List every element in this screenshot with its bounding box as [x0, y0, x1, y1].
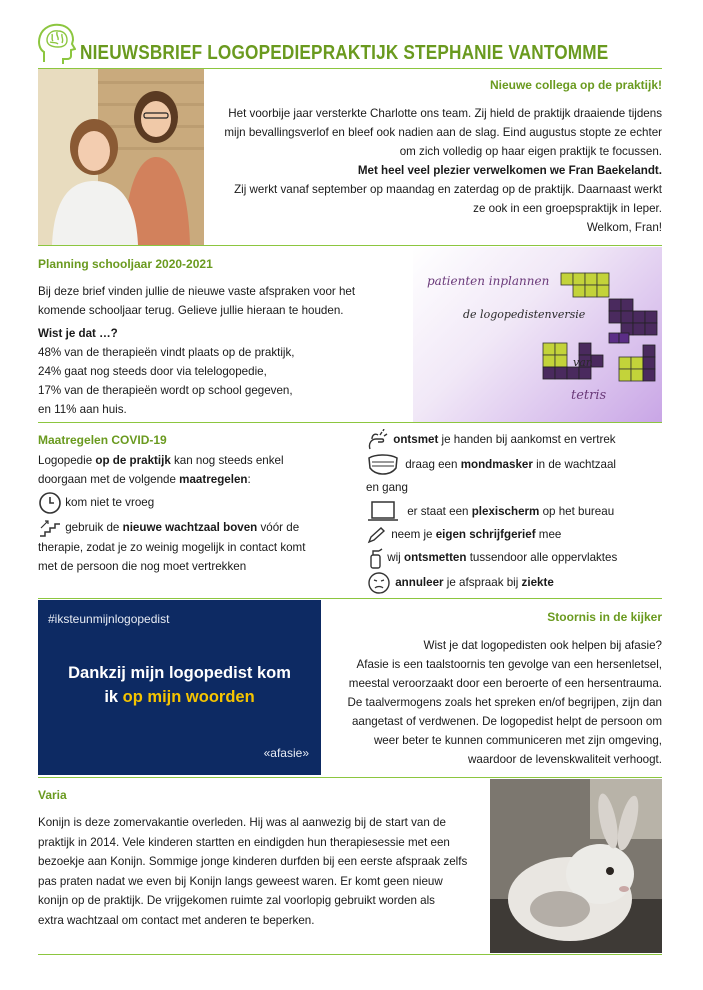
disorder-line: meestal veroorzaakt door een beroerte of een hersentrauma. [348, 677, 662, 690]
varia-line: praktijk in 2014. Vele kinderen startten en eindigden hun therapiesessie met een [38, 835, 450, 849]
campaign-line-1: Dankzij mijn logopedist kom [68, 664, 291, 682]
varia-line: Konijn is deze zomervakantie overleden. Hij was al aanwezig bij de start van de [38, 816, 446, 829]
divider [38, 422, 662, 423]
colleague-line: Welkom, Fran! [586, 221, 662, 234]
mask-icon [366, 452, 400, 478]
divider [38, 245, 662, 246]
disorder-line: waardoor de levenskwaliteit verhoogt. [468, 753, 662, 766]
planning-intro-line: komende schooljaar terug. Gelieve jullie hieraan te houden. [38, 304, 344, 317]
tetris-text-1: patienten inplannen [427, 274, 550, 288]
pencil-icon [366, 526, 388, 544]
measure-disinfect: wij ontsmetten tussendoor alle oppervlaktes [366, 545, 666, 571]
measure-mask-cont: en gang [366, 481, 408, 495]
divider [38, 954, 662, 955]
divider [38, 598, 662, 599]
disorder-line: De taalvermogens zoals het spreken en/of begrijpen, zijn dan [347, 696, 662, 709]
clock-icon [38, 491, 62, 515]
tetris-text-2: de logopedistenversie [463, 308, 586, 321]
colleague-line: Het voorbije jaar versterkte Charlotte ons team. Zij hield de praktijk draaiende tijdens [228, 107, 662, 120]
colleague-line: om zich volledig op haar eigen praktijk te focussen. [399, 145, 662, 158]
tetris-text-4: tetris [571, 388, 607, 403]
measure-cancel: annuleer je afspraak bij ziekte [366, 571, 666, 595]
colleague-line: Met heel veel plezier verwelkomen we Fran Baekelandt. [357, 164, 662, 177]
campaign-hashtag: #iksteunmijnlogopedist [48, 612, 170, 626]
campaign-banner [38, 600, 321, 775]
colleague-line: mijn bevallingsverlof en bleef ook nadien aan de slag. Eind augustus stopte ze echter [224, 126, 662, 139]
varia-line: konijn op de praktijk. De vrijgekomen ruimte zal voorlopig gebruikt worden als [38, 894, 435, 907]
section-heading-varia: Varia [38, 788, 67, 802]
fact-item: 17% van de therapieën wordt op school gegeven, [38, 384, 293, 397]
disorder-line: Afasie is een taalstoornis ten gevolge van een hersenletsel, [356, 658, 662, 671]
campaign-line-2: ik op mijn woorden [104, 688, 255, 706]
measure-waiting-room-cont: therapie, zodat je zo weinig mogelijk in contact komt [38, 541, 306, 554]
measure-hands: ontsmet je handen bij aankomst en vertrek [366, 428, 666, 452]
disorder-line: aangetast of verdwenen. De logopedist helpt de persoon om [351, 715, 662, 728]
measure-late: kom niet te vroeg [38, 491, 338, 515]
section-heading-disorder: Stoornis in de kijker [547, 610, 662, 624]
stairs-icon [38, 518, 62, 538]
hand-wash-icon [366, 429, 390, 451]
spray-bottle-icon [366, 547, 384, 569]
varia-line: extra wachtzaal om contact met anderen te beperken. [38, 913, 315, 927]
fact-item: 24% gaat nog steeds door via telelogopedie, [38, 365, 267, 378]
varia-line: pas praten nadat we even bij Konijn langs geweest waren. Er komt geen nieuw [38, 874, 443, 888]
section-heading-colleague: Nieuwe collega op de praktijk! [489, 78, 662, 92]
disorder-line: weer beter te kunnen communiceren met zijn omgeving, [373, 734, 662, 747]
disorder-line: Wist je dat logopedisten ook helpen bij afasie? [423, 639, 662, 652]
plexiglass-icon [366, 500, 400, 524]
divider [38, 777, 662, 778]
tetris-illustration [413, 247, 662, 422]
fact-item: 48% van de therapieën vindt plaats op de praktijk, [38, 346, 295, 359]
colleague-line: ze ook in een groepspraktijk in Ieper. [473, 202, 662, 215]
measure-mask: draag een mondmasker in de wachtzaal [366, 452, 666, 478]
planning-intro-line: Bij deze brief vinden jullie de nieuwe vaste afspraken voor het [38, 285, 356, 298]
covid-intro: doorgaan met de volgende maatregelen: [38, 473, 251, 486]
measure-pen: neem je eigen schrijfgerief mee [366, 525, 666, 545]
head-brain-icon [36, 22, 76, 66]
covid-intro: Logopedie op de praktijk kan nog steeds enkel [38, 454, 284, 467]
tetris-text-3: van [573, 356, 593, 369]
header-logo [36, 22, 76, 66]
colleagues-photo [38, 69, 204, 245]
measure-waiting-room: gebruik de nieuwe wachtzaal boven vóór de [38, 518, 338, 538]
rabbit-photo [490, 779, 662, 953]
colleague-line: Zij werkt vanaf september op maandag en zaterdag op de praktijk. Daarnaast werkt [234, 183, 662, 196]
varia-line: bezoekje aan Konijn. Sommige jonge kinderen durfden bij een eerste afspraak zelfs [38, 855, 468, 868]
campaign-tag: «afasie» [263, 746, 309, 760]
wist-je-dat-heading: Wist je dat …? [38, 327, 118, 340]
sick-face-icon [366, 571, 392, 595]
measure-plexi: er staat een plexischerm op het bureau [366, 499, 666, 525]
section-heading-covid: Maatregelen COVID-19 [38, 433, 167, 447]
fact-item: en 11% aan huis. [38, 403, 127, 416]
measure-waiting-room-cont: met de persoon die nog moet vertrekken [38, 560, 247, 573]
section-heading-planning: Planning schooljaar 2020-2021 [38, 257, 213, 271]
page-title: NIEUWSBRIEF LOGOPEDIEPRAKTIJK STEPHANIE VANTOMME [80, 42, 609, 64]
